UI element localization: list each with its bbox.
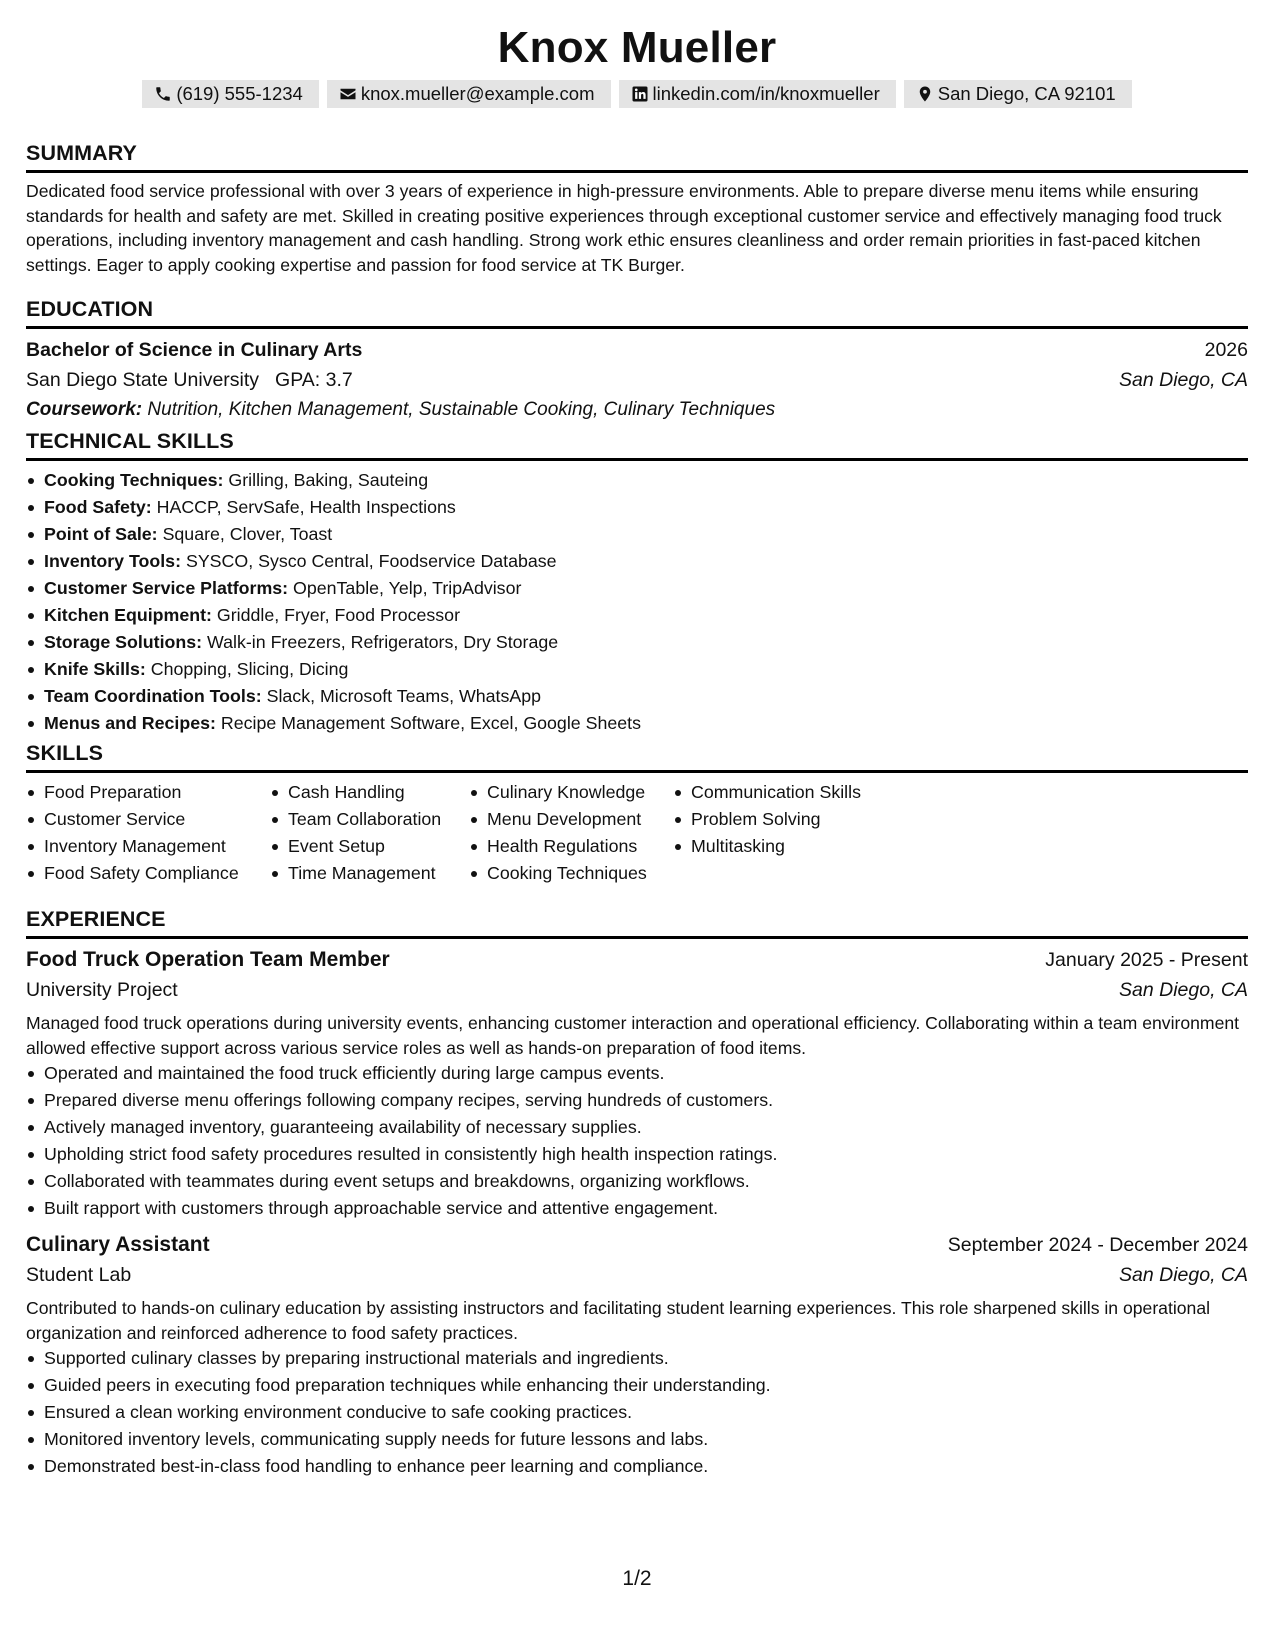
page-number: 1/2 xyxy=(622,1567,652,1590)
list-item: Menu Development xyxy=(469,806,649,833)
graduation-year: 2026 xyxy=(1204,339,1248,361)
list-item xyxy=(26,548,1248,575)
section-title: SUMMARY xyxy=(26,140,1248,173)
list-item xyxy=(26,575,1248,602)
list-item: Built rapport with customers through approachable service and attentive engagement. xyxy=(26,1195,1248,1222)
job-entry xyxy=(26,1230,1248,1480)
skill-value: Slack, Microsoft Teams, WhatsApp xyxy=(266,686,541,706)
job-organization: University Project xyxy=(26,979,178,1001)
list-item: Guided peers in executing food preparation techniques while enhancing their understanding. xyxy=(26,1372,1248,1399)
skill-value: SYSCO, Sysco Central, Foodservice Database xyxy=(185,551,557,571)
list-item: Communication Skills xyxy=(673,779,903,806)
list-item: Prepared diverse menu offerings following company recipes, serving hundreds of customers. xyxy=(26,1087,1248,1114)
contact-email-text: knox.mueller@example.com xyxy=(360,83,595,104)
coursework-list: Nutrition, Kitchen Management, Sustainable Cooking, Culinary Techniques xyxy=(147,399,776,420)
list-item: Demonstrated best-in-class food handling to enhance peer learning and compliance. xyxy=(26,1453,1248,1480)
skill-value: Chopping, Slicing, Dicing xyxy=(150,659,349,679)
job-subheader xyxy=(26,975,1248,1005)
technical-skills-section xyxy=(26,428,1248,737)
job-title: Food Truck Operation Team Member xyxy=(26,948,390,971)
contact-phone[interactable] xyxy=(142,80,319,108)
job-bullets xyxy=(26,1345,1248,1480)
contact-linkedin[interactable] xyxy=(619,80,896,108)
job-entry xyxy=(26,945,1248,1222)
school-location: San Diego, CA xyxy=(1119,369,1248,391)
list-item: Collaborated with teammates during event setups and breakdowns, organizing workflows. xyxy=(26,1168,1248,1195)
job-dates: September 2024 - December 2024 xyxy=(947,1234,1248,1256)
technical-skills-list xyxy=(26,467,1248,737)
skill-value: HACCP, ServSafe, Health Inspections xyxy=(156,497,456,517)
linkedin-icon xyxy=(631,85,649,103)
skill-value: Walk-in Freezers, Refrigerators, Dry Storage xyxy=(207,632,559,652)
contact-bar xyxy=(26,80,1248,108)
coursework xyxy=(26,395,1248,425)
list-item: Multitasking xyxy=(673,833,903,860)
list-item: Cash Handling xyxy=(270,779,452,806)
skill-value: Recipe Management Software, Excel, Google Sheets xyxy=(220,713,641,733)
candidate-name: Knox Mueller xyxy=(497,23,777,72)
education-row-2 xyxy=(26,365,1248,395)
list-item xyxy=(26,494,1248,521)
skill-label: Inventory Tools: xyxy=(44,551,181,571)
contact-phone-text: (619) 555-1234 xyxy=(176,83,303,104)
skills-column-2 xyxy=(270,779,452,887)
section-title: EXPERIENCE xyxy=(26,906,1248,939)
skill-label: Storage Solutions: xyxy=(44,632,203,652)
skill-value: Griddle, Fryer, Food Processor xyxy=(216,605,460,625)
coursework-label: Coursework: xyxy=(26,399,143,420)
education-section xyxy=(26,296,1248,425)
envelope-icon xyxy=(339,85,357,103)
list-item xyxy=(26,602,1248,629)
job-header xyxy=(26,945,1248,975)
list-item: Event Setup xyxy=(270,833,452,860)
job-title: Culinary Assistant xyxy=(26,1233,210,1256)
list-item xyxy=(26,629,1248,656)
list-item: Operated and maintained the food truck efficiently during large campus events. xyxy=(26,1060,1248,1087)
list-item: Team Collaboration xyxy=(270,806,452,833)
skill-value: Grilling, Baking, Sauteing xyxy=(228,470,429,490)
skill-label: Food Safety: xyxy=(44,497,152,517)
job-header xyxy=(26,1230,1248,1260)
education-row-1 xyxy=(26,335,1248,365)
list-item: Supported culinary classes by preparing instructional materials and ingredients. xyxy=(26,1345,1248,1372)
section-title: EDUCATION xyxy=(26,296,1248,329)
skill-label: Customer Service Platforms: xyxy=(44,578,289,598)
list-item xyxy=(26,521,1248,548)
list-item: Food Safety Compliance xyxy=(26,860,251,887)
skill-label: Kitchen Equipment: xyxy=(44,605,212,625)
skills-column-4 xyxy=(673,779,903,887)
job-bullets xyxy=(26,1060,1248,1222)
list-item: Monitored inventory levels, communicating supply needs for future lessons and labs. xyxy=(26,1426,1248,1453)
contact-linkedin-text: linkedin.com/in/knoxmueller xyxy=(652,83,880,104)
list-item: Upholding strict food safety procedures resulted in consistently high health inspection ratings. xyxy=(26,1141,1248,1168)
degree-name: Bachelor of Science in Culinary Arts xyxy=(26,339,363,361)
skills-section xyxy=(26,740,1248,887)
resume-page xyxy=(26,0,1248,1650)
list-item: Customer Service xyxy=(26,806,251,833)
contact-location-text: San Diego, CA 92101 xyxy=(937,83,1116,104)
job-subheader xyxy=(26,1260,1248,1290)
contact-email[interactable] xyxy=(327,80,611,108)
job-location: San Diego, CA xyxy=(1119,979,1248,1001)
skill-value: Square, Clover, Toast xyxy=(162,524,333,544)
section-title: TECHNICAL SKILLS xyxy=(26,428,1248,461)
skill-label: Cooking Techniques: xyxy=(44,470,224,490)
section-title: SKILLS xyxy=(26,740,1248,773)
list-item: Cooking Techniques xyxy=(469,860,649,887)
summary-text: Dedicated food service professional with over 3 years of experience in high-pressure environments. Able to prepare diverse menu items while ensuring standards for health and safety are met. Skilled in creating positive experiences through exceptional customer service and effectively managing food truck operations, including inventory management and cash handling. Strong work ethic ensures cleanliness and order remain priorities in fast-paced kitchen settings. Eager to apply cooking expertise and passion for food service at TK Burger. xyxy=(26,181,1222,275)
list-item xyxy=(26,656,1248,683)
skill-value: OpenTable, Yelp, TripAdvisor xyxy=(293,578,522,598)
list-item: Culinary Knowledge xyxy=(469,779,649,806)
job-description: Contributed to hands-on culinary education by assisting instructors and facilitating student learning experiences. This role sharpened skills in operational organization and reinforced adherence to food safety practices. xyxy=(26,1298,1211,1343)
job-location: San Diego, CA xyxy=(1119,1264,1248,1286)
job-organization: Student Lab xyxy=(26,1264,132,1286)
list-item: Time Management xyxy=(270,860,452,887)
list-item: Ensured a clean working environment conducive to safe cooking practices. xyxy=(26,1399,1248,1426)
contact-location xyxy=(904,80,1132,108)
list-item xyxy=(26,683,1248,710)
skill-label: Menus and Recipes: xyxy=(44,713,216,733)
phone-icon xyxy=(154,85,172,103)
school-name: San Diego State University xyxy=(26,369,260,391)
skill-label: Point of Sale: xyxy=(44,524,158,544)
school-line xyxy=(26,365,353,395)
skill-label: Team Coordination Tools: xyxy=(44,686,262,706)
list-item xyxy=(26,710,1248,737)
list-item: Health Regulations xyxy=(469,833,649,860)
summary-section xyxy=(26,140,1248,277)
job-dates: January 2025 - Present xyxy=(1045,949,1248,971)
skills-column-3 xyxy=(469,779,649,887)
skill-label: Knife Skills: xyxy=(44,659,146,679)
list-item: Food Preparation xyxy=(26,779,251,806)
list-item: Problem Solving xyxy=(673,806,903,833)
list-item: Actively managed inventory, guaranteeing availability of necessary supplies. xyxy=(26,1114,1248,1141)
list-item xyxy=(26,467,1248,494)
job-description: Managed food truck operations during university events, enhancing customer interaction and operational efficiency. Collaborating within a team environment allowed effective support across various service roles as well as hands-on preparation of food items. xyxy=(26,1013,1240,1058)
skills-grid xyxy=(26,779,1248,887)
experience-section xyxy=(26,906,1248,1480)
list-item: Inventory Management xyxy=(26,833,251,860)
skills-column-1 xyxy=(26,779,251,887)
location-pin-icon xyxy=(916,85,934,103)
gpa: GPA: 3.7 xyxy=(275,369,353,391)
